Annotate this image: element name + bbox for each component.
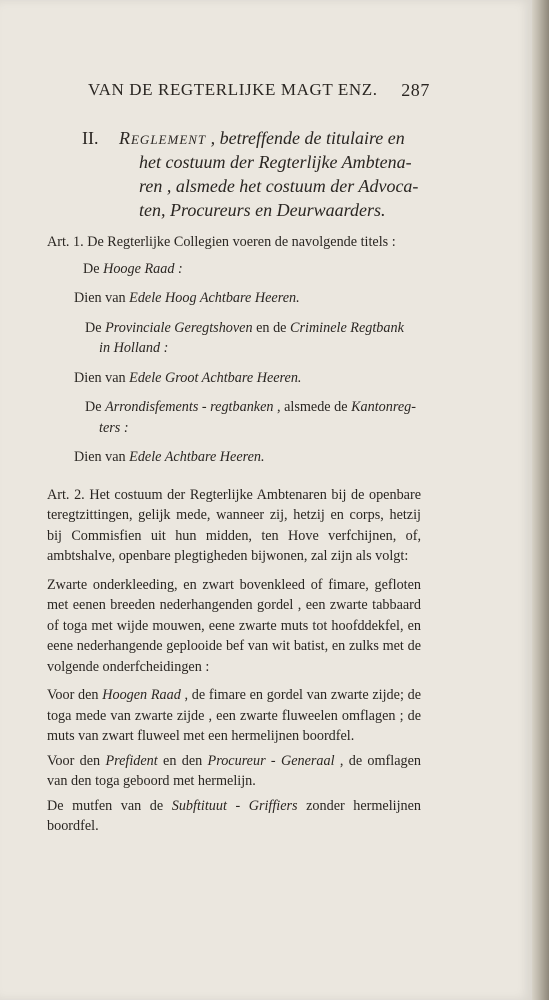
body-text bbox=[47, 232, 421, 837]
running-header bbox=[88, 80, 430, 100]
title-line-1: Reglement , betreffende de titulaire en bbox=[119, 128, 405, 148]
page-edge bbox=[532, 0, 549, 1000]
art2-paragraph-3: Voor den Prefident en den Procureur - Generaal , de omflagen van den toga geboord met hermelijn. bbox=[47, 752, 421, 789]
list-item: Dien van Edele Hoog Achtbare Heeren. bbox=[74, 290, 300, 306]
art2-paragraph-4: De mutfen van de Subftituut - Griffiers zonder hermelijnen boordfel. bbox=[47, 797, 421, 834]
list-item: De Hooge Raad : bbox=[83, 260, 183, 277]
list-item: De Provinciale Geregtshoven en de Criminele Regtbank in Holland : bbox=[85, 319, 404, 356]
page-number: 287 bbox=[401, 80, 430, 100]
section-number: II. bbox=[82, 128, 99, 148]
running-title: VAN DE REGTERLIJKE MAGT ENZ. bbox=[88, 80, 378, 99]
title-list bbox=[47, 259, 421, 468]
title-line-3: ren , alsmede het costuum der Advoca- bbox=[139, 176, 419, 196]
list-item: De Arrondisfements - regtbanken , alsmede de Kantonreg- ters : bbox=[85, 399, 416, 436]
title-line-4: ten, Procureurs en Deurwaarders. bbox=[139, 200, 386, 220]
section-title bbox=[82, 126, 434, 222]
art2-intro: Art. 2. Het costuum der Regterlijke Ambtenaren bij de openbare teregtzittingen, gelijk mede, wanneer zij, hetzij en corps, hetzij bij Commisfien uit hun midden, ten Hove verfchijnen, of, ambtshalve, openbare plegtigheden bijwonen, zal zijn als volgt: bbox=[47, 486, 421, 564]
title-line-2: het costuum der Regterlijke Ambtena- bbox=[139, 152, 412, 172]
list-item: Dien van Edele Groot Achtbare Heeren. bbox=[74, 369, 302, 386]
art2-paragraph-2: Voor den Hoogen Raad , de fimare en gordel van zwarte zijde; de toga mede van zwarte zijde , een zwarte fluweelen omflagen ; de muts van zwart fluweel met een hermelijnen boordfel. bbox=[47, 687, 421, 744]
art1-intro: Art. 1. De Regterlijke Collegien voeren de navolgende titels : bbox=[47, 234, 396, 250]
list-item: Dien van Edele Achtbare Heeren. bbox=[74, 449, 265, 465]
art2-paragraph-1: Zwarte onderkleeding, en zwart bovenkleed of fimare, gefloten met eenen breeden nederhangenden gordel , een zwarte tabbaard of toga met wijde mouwen, eene zwarte muts tot hoofddekfel, en eene nederhangende geplooide bef van wit batist, en zulks met de volgende onderfcheidingen : bbox=[47, 576, 421, 675]
